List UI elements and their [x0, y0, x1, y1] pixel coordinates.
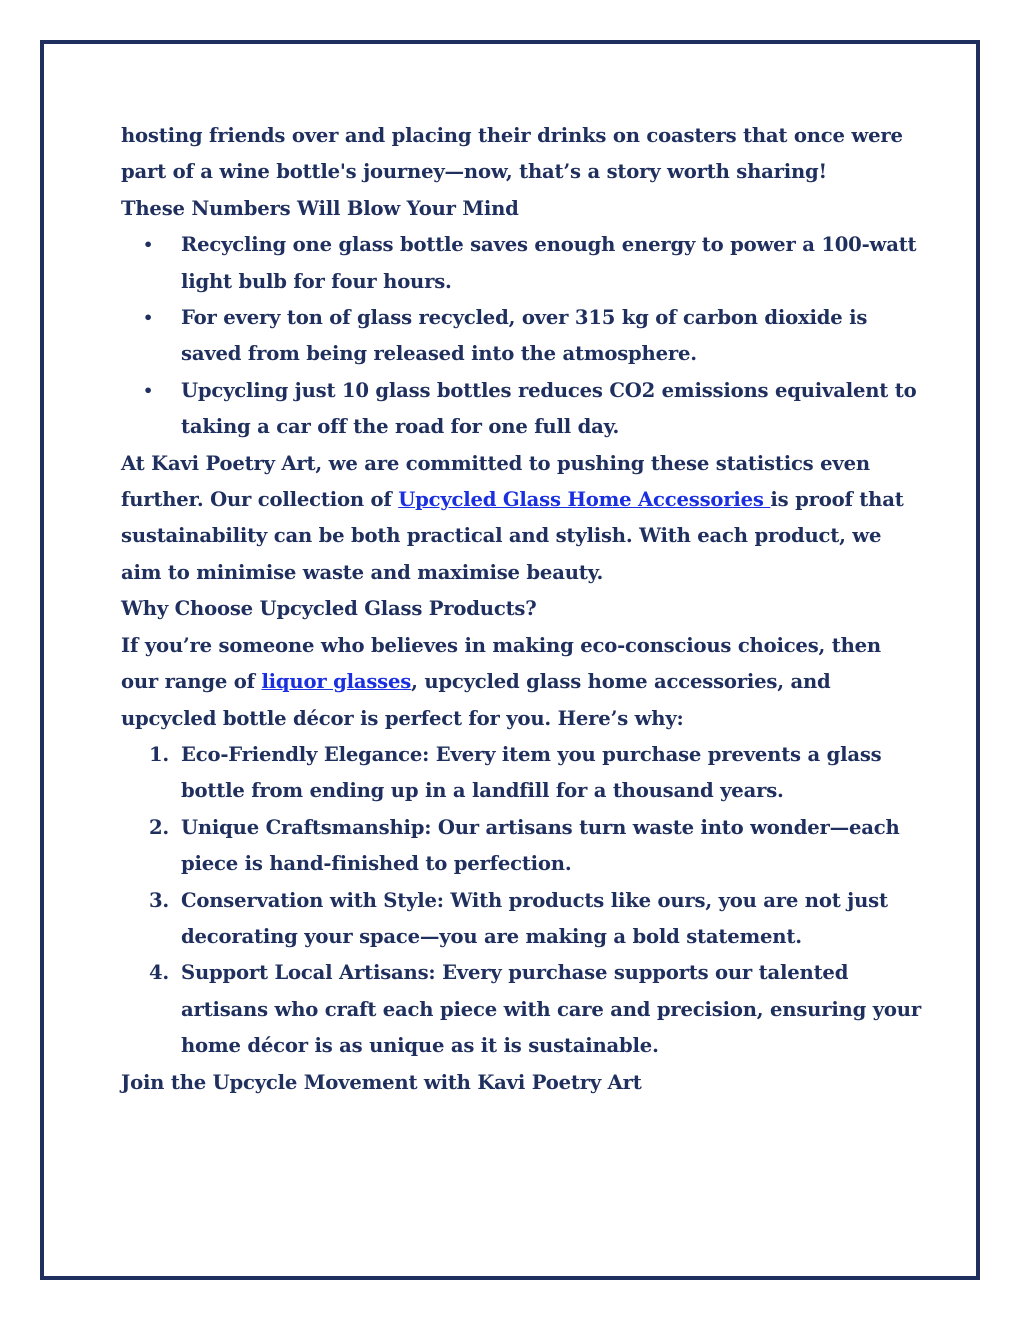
list-number: 2.: [149, 815, 170, 839]
numbers-heading: These Numbers Will Blow Your Mind: [121, 196, 519, 220]
why-intro-text-before: If you’re someone who believes in making eco-conscious choices, then our range of: [121, 633, 881, 694]
list-item: • Recycling one glass bottle saves enough energy to power a 100-watt light bulb for four hours.: [121, 227, 921, 300]
closing-heading: Join the Upcycle Movement with Kavi Poetry Art: [121, 1070, 642, 1094]
why-intro-paragraph: [121, 628, 921, 737]
why-intro-text-after: , upcycled glass home accessories, and upcycled bottle décor is perfect for you. Here’s why:: [121, 670, 831, 730]
list-item: [121, 737, 921, 810]
commitment-paragraph: [121, 446, 921, 592]
list-number: 3.: [149, 888, 170, 912]
liquor-glasses-link[interactable]: liquor glasses: [261, 670, 412, 694]
list-item-text: Conservation with Style: With products like ours, you are not just decorating your space—you are making a bold statement.: [181, 888, 888, 948]
list-item-text: Unique Craftsmanship: Our artisans turn waste into wonder—each piece is hand-finished to perfection.: [181, 815, 900, 876]
list-item-text: Eco-Friendly Elegance: Every item you purchase prevents a glass bottle from ending up in a landfill for a thousand years.: [181, 742, 882, 803]
reasons-list: [121, 737, 921, 1065]
upcycled-glass-accessories-link[interactable]: Upcycled Glass Home Accessories: [398, 488, 771, 512]
commitment-text-before: At Kavi Poetry Art, we are committed to pushing these statistics even further. Our collection of: [121, 451, 870, 512]
document-body: [121, 118, 921, 1101]
commitment-text-after: is proof that sustainability can be both practical and stylish. With each product, we aim to minimise waste and maximise beauty.: [121, 488, 904, 584]
intro-paragraph: hosting friends over and placing their drinks on coasters that once were part of a wine bottle's journey—now, that’s a story worth sharing!: [121, 124, 903, 184]
list-number: 1.: [149, 742, 170, 766]
list-item: • Upcycling just 10 glass bottles reduces CO2 emissions equivalent to taking a car off the road for one full day.: [121, 373, 921, 446]
statistics-list: [121, 227, 921, 445]
list-item: [121, 883, 921, 956]
list-item-text: Support Local Artisans: Every purchase supports our talented artisans who craft each piece with care and precision, ensuring your home décor is as unique as it is sustainable.: [181, 961, 921, 1058]
list-item: [121, 810, 921, 883]
why-heading: Why Choose Upcycled Glass Products?: [121, 597, 537, 621]
list-item: [121, 955, 921, 1064]
list-number: 4.: [149, 961, 170, 985]
list-item: • For every ton of glass recycled, over 315 kg of carbon dioxide is saved from being released into the atmosphere.: [121, 300, 921, 373]
